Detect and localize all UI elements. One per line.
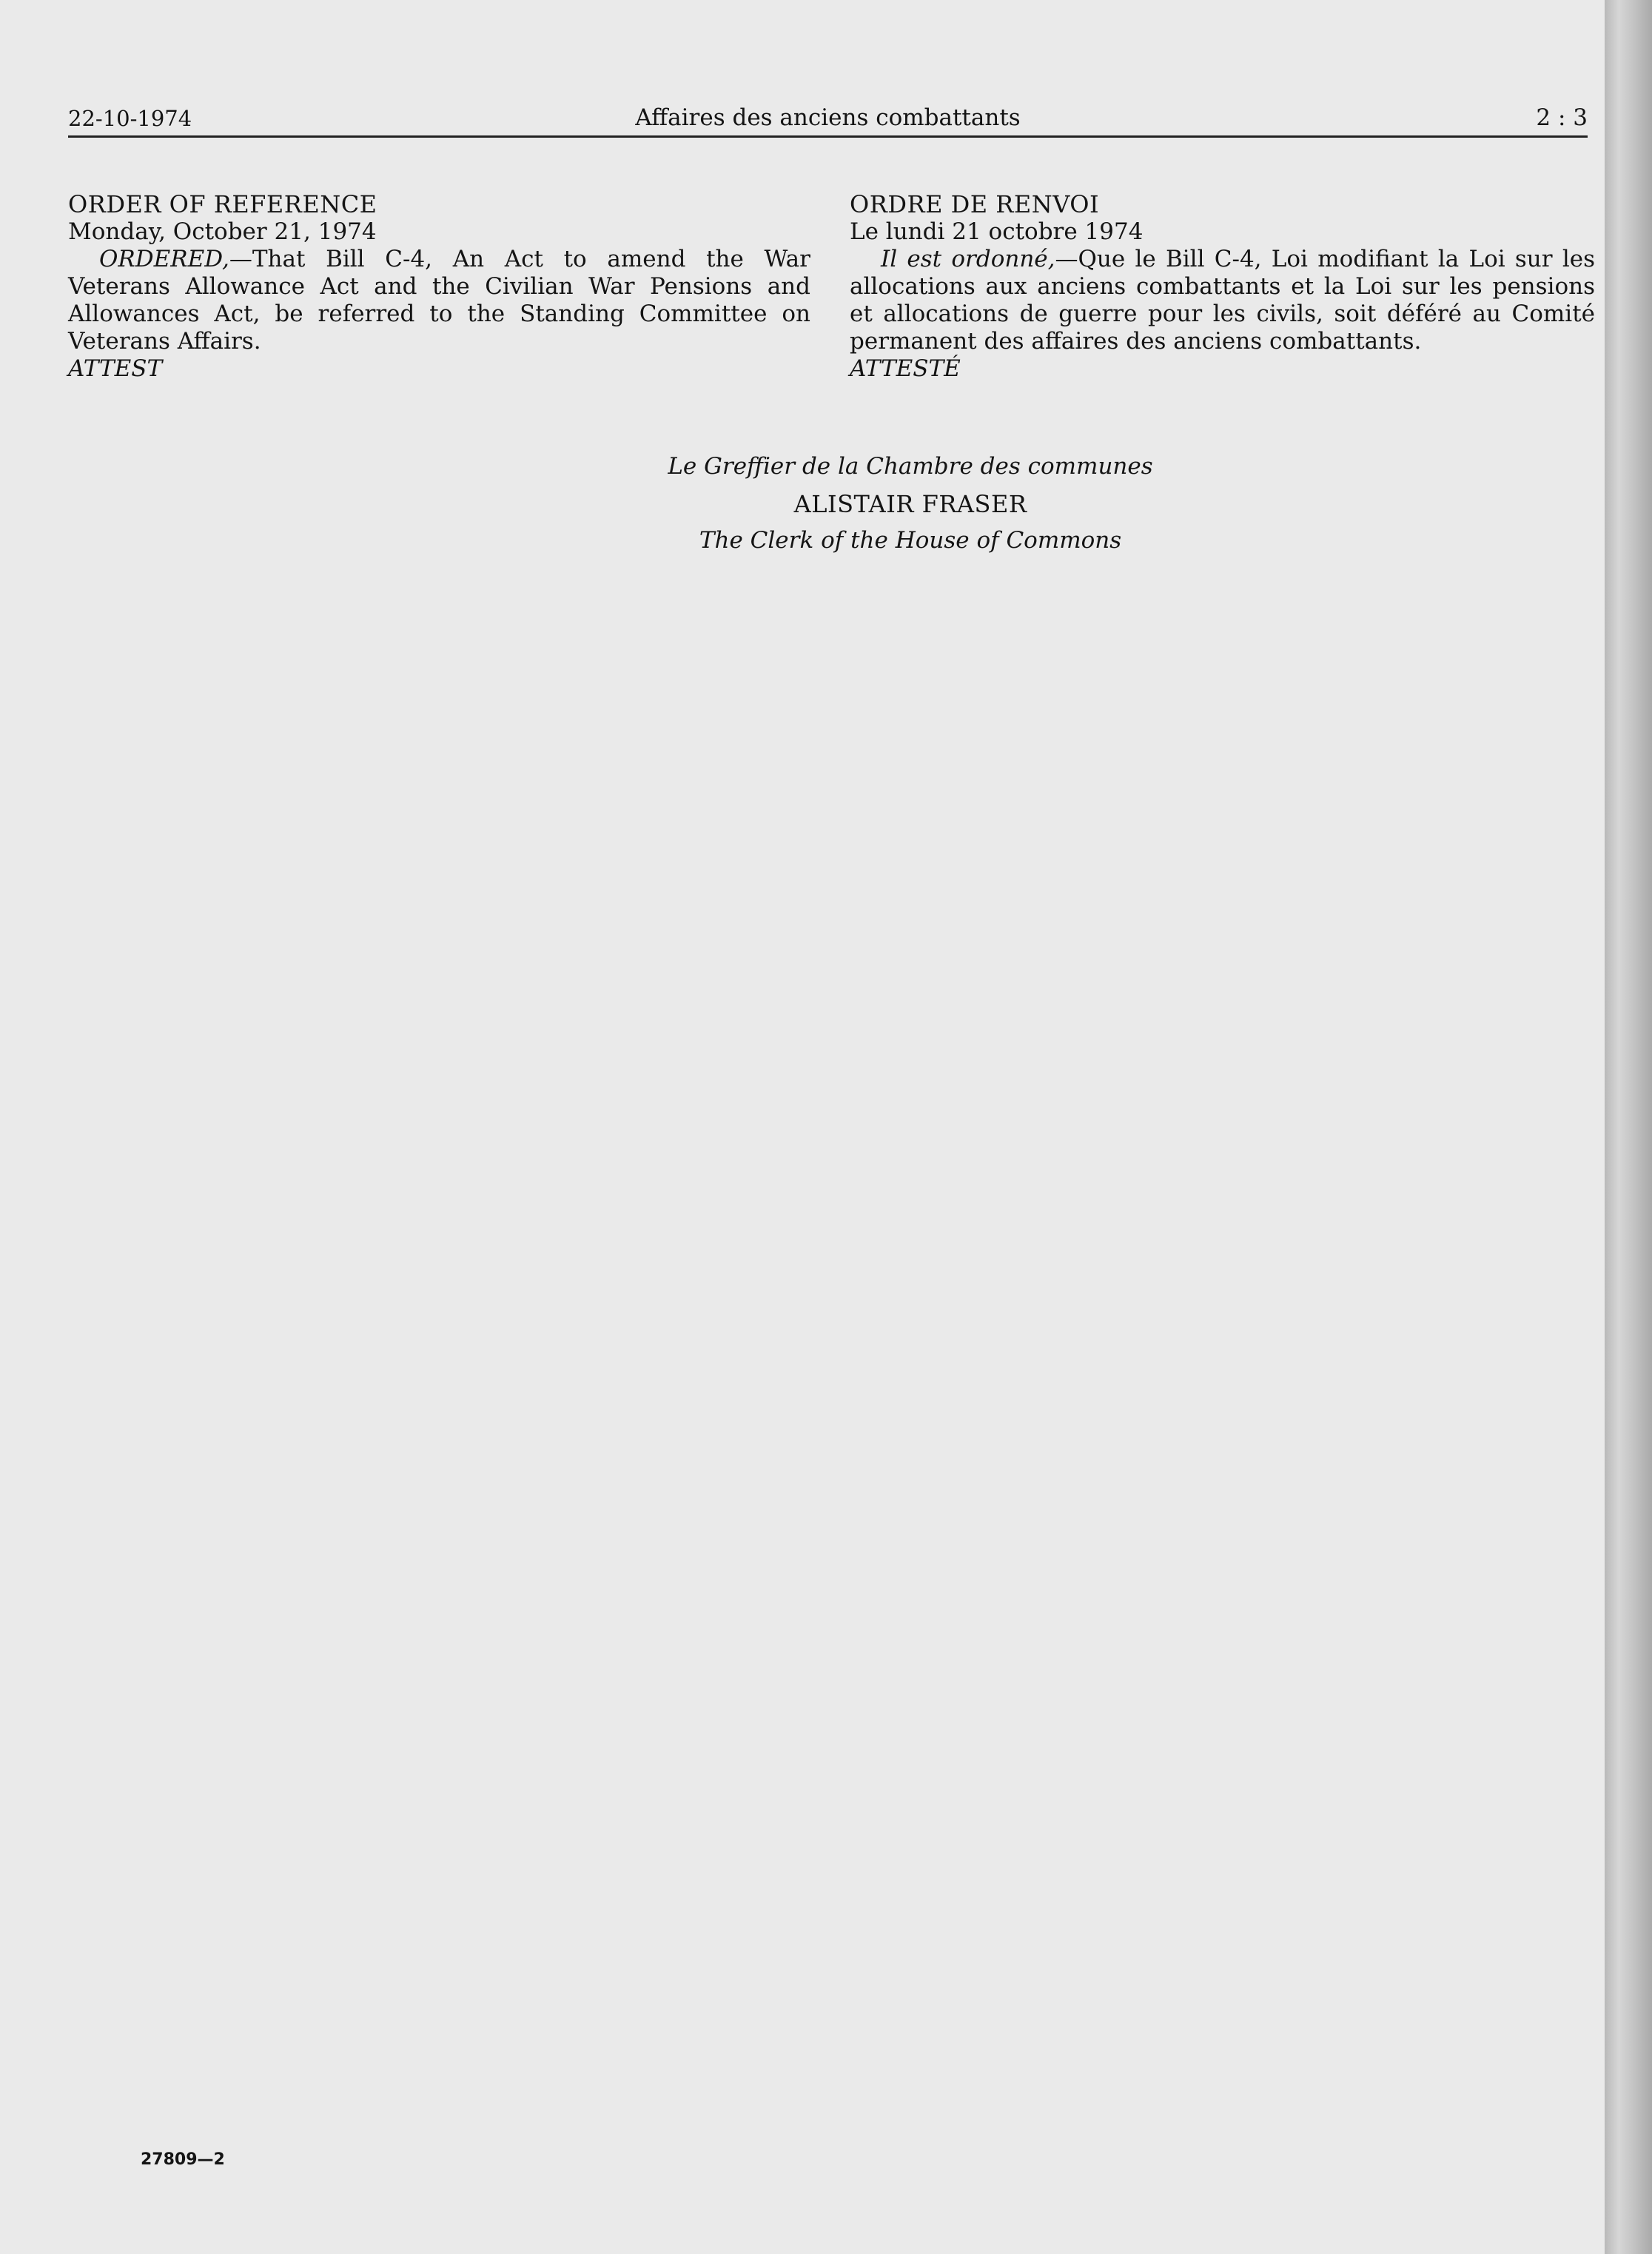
french-order-paragraph [850,246,1595,355]
running-header [68,100,1588,138]
page-number: 2 : 3 [1536,104,1588,131]
english-order-text: —That Bill C-4, An Act to amend the War Veterans Allowance Act and the Civilian War Pensions and Allowances Act, be referred to the Standing Committee on Veterans Affairs. [68,246,810,355]
french-column [850,191,1595,383]
english-attest: ATTEST [68,355,163,382]
french-date: Le lundi 21 octobre 1974 [850,218,1144,245]
clerk-title-english: The Clerk of the House of Commons [699,527,1122,554]
print-code: 27809—2 [141,2150,225,2169]
clerk-name: ALISTAIR FRASER [793,490,1027,518]
english-order-lead: ORDERED, [99,246,229,272]
order-of-reference-heading: ORDER OF REFERENCE [68,190,377,218]
header-date: 22-10-1974 [68,106,192,131]
english-order-paragraph [68,246,810,355]
french-attest: ATTESTÉ [850,355,961,382]
french-order-text: —Que le Bill C-4, Loi modifiant la Loi sur les allocations aux anciens combattants et la Loi sur les pensions et allocations de guerre pour les civils, soit déféré au Comité permanent des affaires des anciens combattants. [850,246,1596,355]
ordre-de-renvoi-heading: ORDRE DE RENVOI [850,190,1100,218]
english-date: Monday, October 21, 1974 [68,218,377,245]
english-column [68,191,810,383]
french-order-lead: Il est ordonné, [881,246,1055,272]
binding-gutter [1605,0,1652,2254]
header-title: Affaires des anciens combattants [635,104,1021,131]
clerk-title-french: Le Greffier de la Chambre des communes [668,453,1153,480]
